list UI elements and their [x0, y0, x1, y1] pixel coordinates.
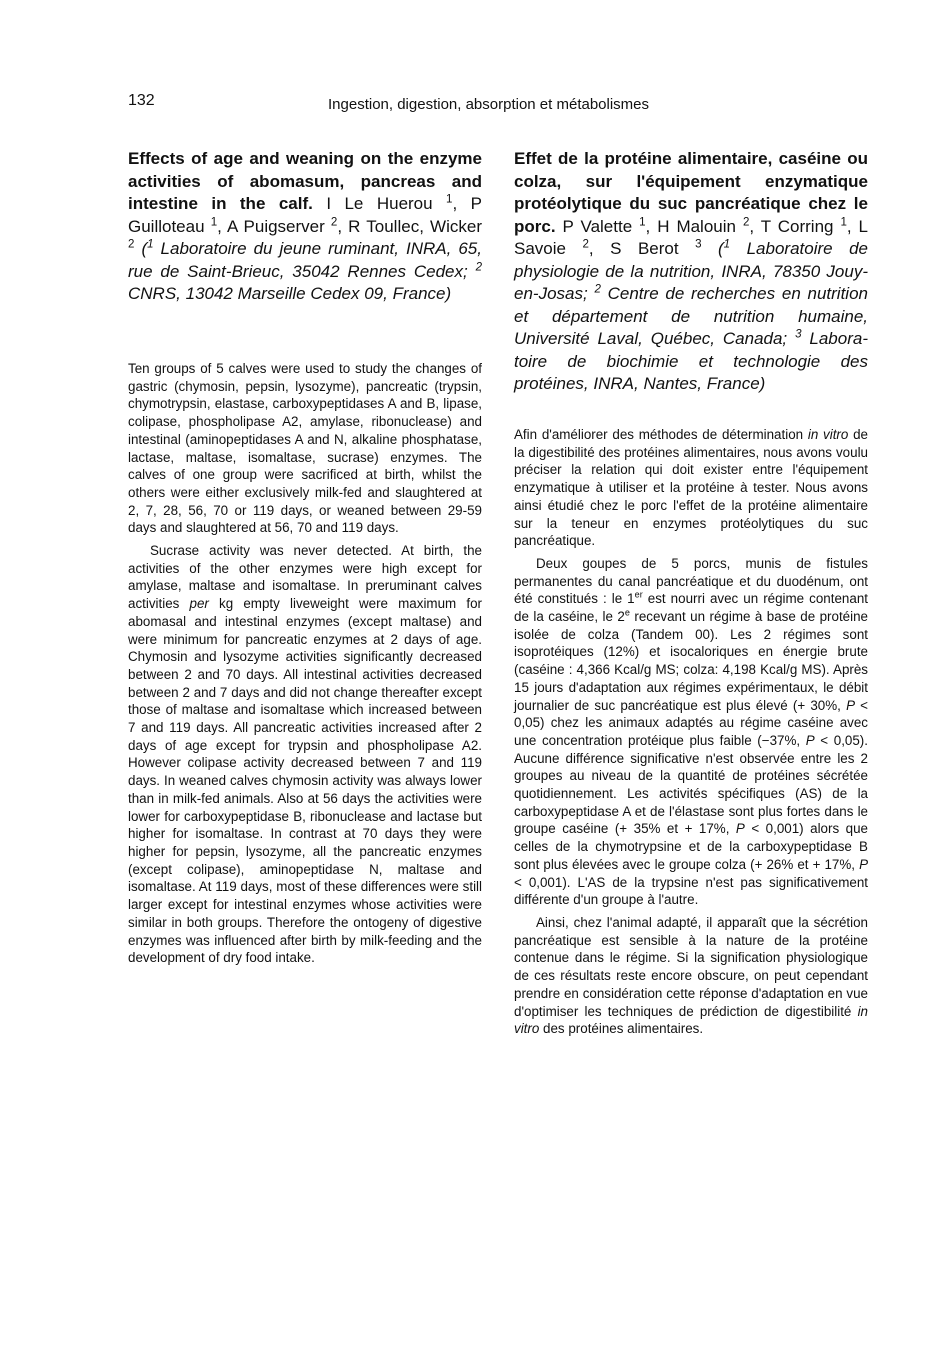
page-number: 132 — [128, 92, 155, 109]
author: P Valette — [562, 216, 633, 236]
left-article — [128, 148, 482, 966]
affiliation: ($^1$ Laboratoire de physiologie de la nutrition, INRA, 78350 Jouy-en-Josas; $^2$ Centre de recherches en nutrition et département de nutrition humaine, Université Laval, Québec, Canada; $^3$ Labora-toire de biochimie et technologie des protéines, INRA, Nantes, France) — [514, 238, 868, 393]
paragraph: Deux goupes de 5 porcs, munis de fistules permanentes du canal pancréatique et du duodénum, ont été constitués : le 1er est nourri avec un régime contenant de la caséine, le 2e recevant un régime à base de protéine isolée de colza (Tandem 00). Les 2 régimes sont isoprotéiques (12%) et isocaloriques en énergie brute (caséine : 4,366 Kcal/g MS; colza: 4,198 Kcal/g MS). Après 15 jours d'adaptation aux régimes expérimentaux, le débit journalier de suc pancréatique est plus élevé (+ 30%, P < 0,05) chez les animaux adaptés au régime caséine avec une concentration protéique plus faible (−37%, P < 0,05). Aucune différence significative n'est observée entre les 2 groupes au niveau de la quantité de protéines sécrétée quotidiennement. Les activités spécifiques (AS) de la carboxypeptidase A et de l'élastase sont plus fortes dans le groupe caséine (+ 35% et + 17%, P < 0,001) alors que celles de la chymotrypsine et de la carboxypeptidase B sont plus élevées avec le groupe colza (+ 26% et + 17%, P < 0,001). L'AS de la trypsine n'est pas significativement différente d'un groupe à l'autre. — [514, 555, 868, 908]
footnote-mark: 1 — [210, 215, 218, 228]
left-article-heading — [128, 148, 482, 306]
author: , L Savoie — [514, 216, 868, 258]
right-article-title: Effet de la protéine alimentaire, caséine ou colza, sur l'équipement enzymatique protéolytique du suc pancréatique chez le porc. — [514, 149, 868, 236]
author: , R Toullec, Wicker — [337, 216, 482, 236]
footnote-mark: 2 — [330, 215, 338, 228]
author: , S Berot — [588, 239, 679, 258]
author: , P Guilloteau — [128, 194, 482, 236]
paragraph: Ten groups of 5 calves were used to study the changes of gastric (chymosin, pepsin, lysozyme), pancreatic (trypsin, chymotrypsin, elastase, carboxypeptidases A and B, lipase, colipase, phospholipase A2, amylase, ribonuclease) and intestinal (aminopeptidases A and N, alkaline phosphatase, lactase, maltase, isomaltase, sucrase) enzymes. The calves of one group were sacrificed at birth, whilst the others were either exclusively milk-fed and slaughtered at 2, 7, 28, 56, 70 or 119 days, or weaned between 29-59 days and slaughtered at 56, 70 and 119 days. — [128, 361, 482, 536]
footnote-mark: 2 — [128, 238, 135, 251]
author: , A Puigserver — [217, 216, 325, 236]
right-article-body — [514, 426, 868, 1043]
footnote-mark: 1 — [446, 193, 453, 206]
author: I Le Huerou — [326, 194, 433, 213]
right-article — [514, 148, 868, 1037]
paragraph: Sucrase activity was never detected. At birth, the activities of the other enzymes were high except for amylase, maltase and isomaltase. In preruminant calves activities per kg empty liveweight were maximum for abomasal and intestinal enzymes (except maltase) and were minimum for pancreatic enzymes at 2 days of age. Chymosin and lysozyme activities significantly decreased between 2 and 70 days. All intestinal activities decreased between 2 and 7 days and did not change thereafter except those of maltase and isomaltase which increased between 7 and 119 days. All pancreatic activities increased after 2 days of age except for trypsin and phospholipase A2. However colipase activity decreased between 7 and 119 days. In weaned calves chymosin activity was always lower than in milk-fed animals. Also at 56 days the activities were lower for carboxypeptidase B, ribonuclease and lactase but higher for isomaltase. In contrast at 70 days they were higher for pepsin, lysozyme, all the pancreatic enzymes (except colipase), aminopeptidase N, maltase and isomaltase. At 119 days, most of these differences were still larger except for intestinal enzymes whose activities were similar in both groups. Therefore the ontogeny of digestive enzymes was influenced after birth by milk-feeding and the development of dry food intake. — [128, 543, 482, 966]
paragraph: Afin d'améliorer des méthodes de détermination in vitro de la digestibilité des protéines alimentaires, nous avons voulu préciser la relation qui doit exister entre l'équipement enzymatique à utiliser et la protéine à tester. Nous avons ainsi étudié chez le porc l'effet de la protéine alimentaire sur la teneur en enzymes protéolytiques du suc pancréatique. — [514, 427, 868, 549]
left-article-body — [128, 360, 482, 972]
left-article-title: Effects of age and weaning on the enzyme activities of abomasum, pancreas and intestine in the calf. — [128, 149, 482, 213]
author: , H Malouin — [645, 216, 736, 236]
paragraph: Ainsi, chez l'animal adapté, il apparaît que la sécrétion pancréatique est sensible à la nature de la protéine contenue dans le régime. Si la signification physiologique de ces résultats reste encore obscure, on peut cependant prendre en considération cette réponse d'adaptation en vue d'optimiser les techniques de prédiction de digestibilité in vitro des protéines alimentaires. — [514, 914, 868, 1037]
affiliation: ($^1$ Laboratoire du jeune ruminant, INRA, 65, rue de Saint-Brieuc, 35042 Rennes Cedex; $^2$ CNRS, 13042 Marseille Cedex 09, France) — [128, 238, 482, 303]
running-header: Ingestion, digestion, absorption et métabolismes — [328, 96, 650, 113]
author: , T Corring — [749, 216, 834, 236]
right-article-heading: Effet de la protéine alimentaire, caséine ou colza, sur l'équipement enzymatique protéolytique du suc pancréatique chez le porc. P Valette $^1$, H Malouin $^2$, T Corring $^1$, L Savoie $^2$, S Berot $^3$ ($^1$ Laboratoire de physiologie de la nutrition, INRA, 78350 Jouy-en-Josas; $^2$ Centre de recherches en nutrition et département de nutrition humaine, Université Laval, Québec, Canada; $^3$ Labora-toire de biochimie et technologie des protéines, INRA, Nantes, France) — [514, 149, 868, 393]
